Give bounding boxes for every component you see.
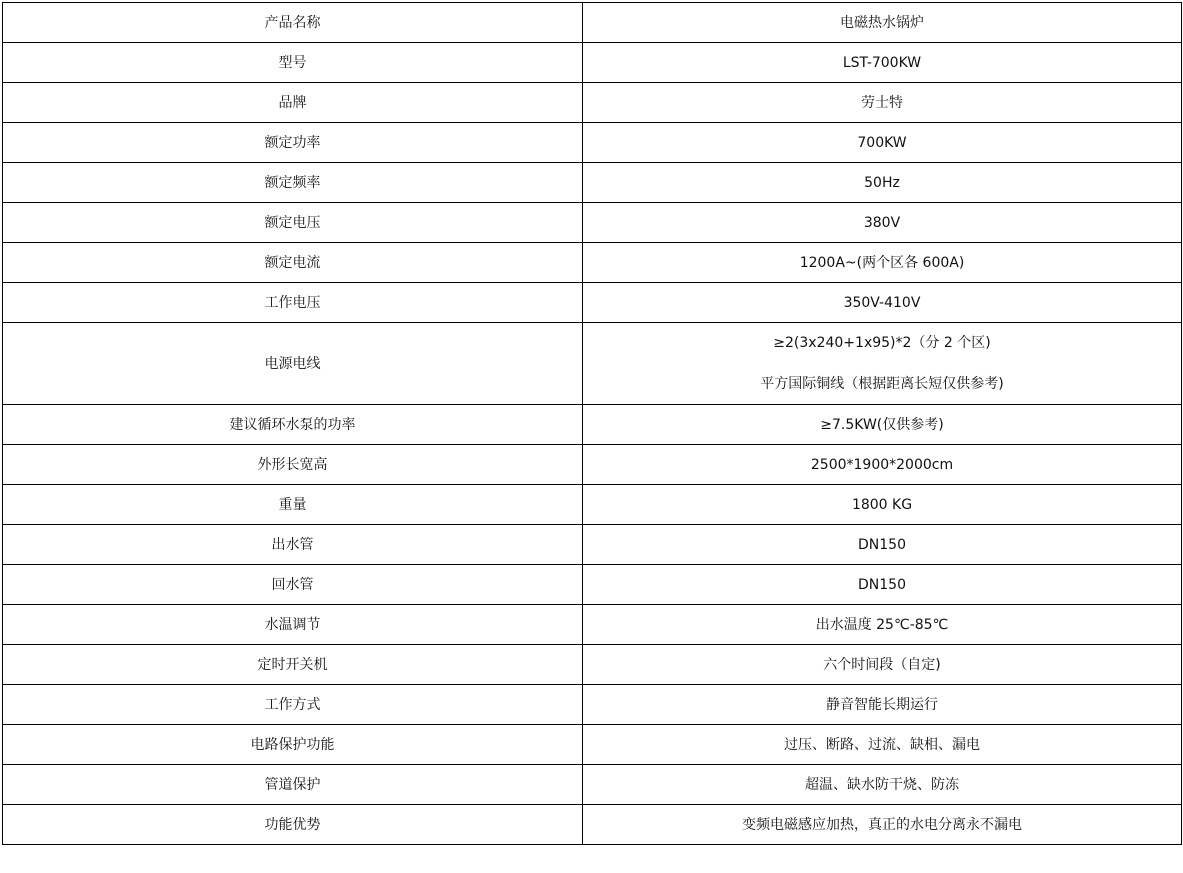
spec-value: DN150: [583, 565, 1182, 605]
spec-value: 出水温度 25℃-85℃: [583, 605, 1182, 645]
spec-label: 外形长宽高: [3, 445, 583, 485]
spec-label: 建议循环水泵的功率: [3, 405, 583, 445]
table-row: [3, 805, 1182, 845]
spec-value: 变频电磁感应加热，真正的水电分离永不漏电: [583, 805, 1182, 845]
spec-label: 额定频率: [3, 163, 583, 203]
spec-label: 型号: [3, 43, 583, 83]
spec-label: 电路保护功能: [3, 725, 583, 765]
spec-label: 额定电压: [3, 203, 583, 243]
table-row: [3, 725, 1182, 765]
table-row: [3, 3, 1182, 43]
spec-label: 功能优势: [3, 805, 583, 845]
table-row: [3, 123, 1182, 163]
spec-value-line: 平方国际铜线（根据距离长短仅供参考): [760, 376, 1004, 392]
table-row: [3, 525, 1182, 565]
spec-value: 350V-410V: [583, 283, 1182, 323]
spec-label: 电源电线: [3, 323, 583, 405]
table-row: [3, 163, 1182, 203]
spec-label: 工作方式: [3, 685, 583, 725]
spec-value: 过压、断路、过流、缺相、漏电: [583, 725, 1182, 765]
spec-label: 产品名称: [3, 3, 583, 43]
spec-label: 工作电压: [3, 283, 583, 323]
spec-value: 380V: [583, 203, 1182, 243]
spec-value: ≥7.5KW(仅供参考): [583, 405, 1182, 445]
spec-value-line: ≥2(3x240+1x95)*2（分 2 个区): [773, 335, 991, 351]
table-row: [3, 765, 1182, 805]
table-row: [3, 203, 1182, 243]
spec-label: 额定电流: [3, 243, 583, 283]
spec-value: 50Hz: [583, 163, 1182, 203]
spec-label: 重量: [3, 485, 583, 525]
spec-label: 品牌: [3, 83, 583, 123]
spec-table: [2, 2, 1182, 845]
table-row: [3, 323, 1182, 405]
table-row: [3, 445, 1182, 485]
spec-label: 额定功率: [3, 123, 583, 163]
spec-label: 管道保护: [3, 765, 583, 805]
table-row: [3, 645, 1182, 685]
table-row: [3, 405, 1182, 445]
table-row: [3, 243, 1182, 283]
spec-value: 1200A~(两个区各 600A): [583, 243, 1182, 283]
spec-value: 六个时间段（自定): [583, 645, 1182, 685]
table-row: [3, 43, 1182, 83]
spec-value: 1800 KG: [583, 485, 1182, 525]
spec-label: 定时开关机: [3, 645, 583, 685]
table-row: [3, 565, 1182, 605]
spec-value: 电磁热水锅炉: [583, 3, 1182, 43]
spec-label: 回水管: [3, 565, 583, 605]
table-row: [3, 83, 1182, 123]
spec-label: 水温调节: [3, 605, 583, 645]
table-row: [3, 685, 1182, 725]
table-row: [3, 605, 1182, 645]
spec-value: 劳士特: [583, 83, 1182, 123]
spec-value: 超温、缺水防干烧、防冻: [583, 765, 1182, 805]
table-row: [3, 283, 1182, 323]
spec-value: 2500*1900*2000cm: [583, 445, 1182, 485]
spec-value: 静音智能长期运行: [583, 685, 1182, 725]
spec-value: [583, 323, 1182, 405]
table-row: [3, 485, 1182, 525]
spec-label: 出水管: [3, 525, 583, 565]
spec-value: DN150: [583, 525, 1182, 565]
spec-value: 700KW: [583, 123, 1182, 163]
spec-value: LST-700KW: [583, 43, 1182, 83]
